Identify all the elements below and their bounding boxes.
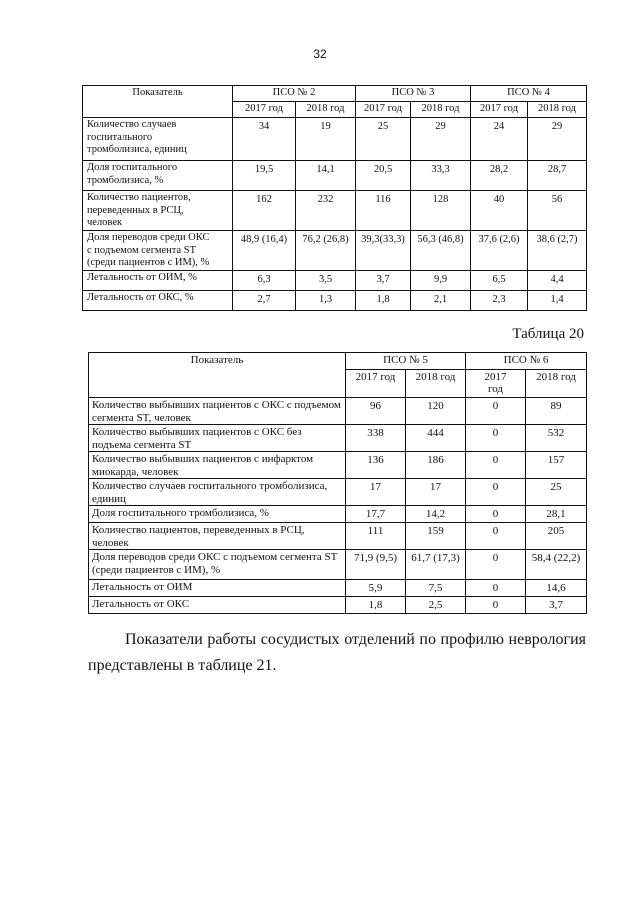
value-cell: 120 bbox=[406, 398, 466, 425]
value-cell: 3,5 bbox=[296, 270, 356, 290]
value-cell: 0 bbox=[466, 398, 526, 425]
value-cell: 58,4 (22,2) bbox=[526, 550, 587, 580]
indicator-cell: Количество случаев госпитального тромболизиса, единиц bbox=[89, 479, 346, 506]
value-cell: 136 bbox=[346, 452, 406, 479]
value-cell: 6,3 bbox=[233, 270, 296, 290]
indicator-cell: Количество выбывших пациентов с инфарктом миокарда, человек bbox=[89, 452, 346, 479]
body-paragraph: Показатели работы сосудистых отделений по профилю неврология представлены в таблице 21. bbox=[88, 631, 586, 674]
value-cell: 0 bbox=[466, 597, 526, 614]
value-cell: 17 bbox=[346, 479, 406, 506]
value-cell: 0 bbox=[466, 479, 526, 506]
indicator-cell: Доля переводов среди ОКС с подъемом сегмента ST (среди пациентов с ИМ), % bbox=[89, 550, 346, 580]
table-row bbox=[83, 161, 587, 191]
group-header: ПСО № 3 bbox=[356, 86, 471, 102]
indicator-cell: Количество случаев госпитального тромболизиса, единиц bbox=[83, 118, 233, 161]
year-header: 2017 год bbox=[471, 102, 528, 118]
table-row bbox=[89, 398, 587, 425]
indicator-cell: Доля госпитального тромболизиса, % bbox=[89, 506, 346, 523]
value-cell: 24 bbox=[471, 118, 528, 161]
value-cell: 186 bbox=[406, 452, 466, 479]
value-cell: 5,9 bbox=[346, 580, 406, 597]
value-cell: 89 bbox=[526, 398, 587, 425]
table-header-row bbox=[83, 86, 587, 102]
value-cell: 9,9 bbox=[411, 270, 471, 290]
year-header: 2018 год bbox=[528, 102, 587, 118]
value-cell: 14,6 bbox=[526, 580, 587, 597]
year-header: 2017 год bbox=[233, 102, 296, 118]
value-cell: 0 bbox=[466, 506, 526, 523]
table-row bbox=[83, 290, 587, 310]
table-body bbox=[89, 398, 587, 614]
indicator-cell: Количество выбывших пациентов с ОКС без подъема сегмента ST bbox=[89, 425, 346, 452]
value-cell: 20,5 bbox=[356, 161, 411, 191]
value-cell: 159 bbox=[406, 523, 466, 550]
table-caption: Таблица 20 bbox=[512, 326, 584, 342]
value-cell: 4,4 bbox=[528, 270, 587, 290]
value-cell: 1,8 bbox=[346, 597, 406, 614]
value-cell: 48,9 (16,4) bbox=[233, 231, 296, 271]
value-cell: 0 bbox=[466, 580, 526, 597]
value-cell: 76,2 (26,8) bbox=[296, 231, 356, 271]
value-cell: 17,7 bbox=[346, 506, 406, 523]
value-cell: 71,9 (9,5) bbox=[346, 550, 406, 580]
indicator-cell: Летальность от ОКС bbox=[89, 597, 346, 614]
year-header: 2017 год bbox=[346, 370, 406, 398]
value-cell: 0 bbox=[466, 452, 526, 479]
year-header: 2018 год bbox=[411, 102, 471, 118]
value-cell: 61,7 (17,3) bbox=[406, 550, 466, 580]
value-cell: 3,7 bbox=[356, 270, 411, 290]
page-number: 32 bbox=[313, 47, 327, 61]
value-cell: 0 bbox=[466, 425, 526, 452]
value-cell: 3,7 bbox=[526, 597, 587, 614]
value-cell: 1,8 bbox=[356, 290, 411, 310]
year-header: 2018 год bbox=[526, 370, 587, 398]
indicator-cell: Количество выбывших пациентов с ОКС с подъемом сегмента ST, человек bbox=[89, 398, 346, 425]
value-cell: 116 bbox=[356, 191, 411, 231]
indicator-header: Показатель bbox=[89, 353, 346, 398]
table-row bbox=[89, 452, 587, 479]
value-cell: 14,1 bbox=[296, 161, 356, 191]
group-header: ПСО № 6 bbox=[466, 353, 587, 370]
indicator-cell: Летальность от ОКС, % bbox=[83, 290, 233, 310]
value-cell: 28,2 bbox=[471, 161, 528, 191]
indicator-cell: Летальность от ОИМ, % bbox=[83, 270, 233, 290]
value-cell: 25 bbox=[526, 479, 587, 506]
value-cell: 0 bbox=[466, 550, 526, 580]
value-cell: 1,3 bbox=[296, 290, 356, 310]
value-cell: 96 bbox=[346, 398, 406, 425]
year-header: 2017 год bbox=[356, 102, 411, 118]
table-row bbox=[89, 506, 587, 523]
year-header: 2018 год bbox=[406, 370, 466, 398]
value-cell: 19 bbox=[296, 118, 356, 161]
indicator-cell: Летальность от ОИМ bbox=[89, 580, 346, 597]
value-cell: 6,5 bbox=[471, 270, 528, 290]
value-cell: 7,5 bbox=[406, 580, 466, 597]
value-cell: 128 bbox=[411, 191, 471, 231]
value-cell: 17 bbox=[406, 479, 466, 506]
table-row bbox=[89, 523, 587, 550]
table-pso-2-4 bbox=[82, 85, 587, 311]
value-cell: 205 bbox=[526, 523, 587, 550]
value-cell: 25 bbox=[356, 118, 411, 161]
value-cell: 28,7 bbox=[528, 161, 587, 191]
value-cell: 19,5 bbox=[233, 161, 296, 191]
indicator-cell: Доля переводов среди ОКС с подъемом сегмента ST (среди пациентов с ИМ), % bbox=[83, 231, 233, 271]
value-cell: 29 bbox=[411, 118, 471, 161]
value-cell: 532 bbox=[526, 425, 587, 452]
table-row bbox=[83, 270, 587, 290]
value-cell: 111 bbox=[346, 523, 406, 550]
table-row bbox=[89, 550, 587, 580]
group-header: ПСО № 5 bbox=[346, 353, 466, 370]
table-row bbox=[89, 479, 587, 506]
table-row bbox=[83, 231, 587, 271]
value-cell: 33,3 bbox=[411, 161, 471, 191]
table-header-row bbox=[89, 353, 587, 370]
value-cell: 0 bbox=[466, 523, 526, 550]
value-cell: 34 bbox=[233, 118, 296, 161]
value-cell: 37,6 (2,6) bbox=[471, 231, 528, 271]
value-cell: 1,4 bbox=[528, 290, 587, 310]
value-cell: 40 bbox=[471, 191, 528, 231]
table-row bbox=[89, 597, 587, 614]
value-cell: 2,5 bbox=[406, 597, 466, 614]
year-header-text: 2017 год bbox=[484, 371, 507, 395]
group-header: ПСО № 4 bbox=[471, 86, 587, 102]
value-cell: 157 bbox=[526, 452, 587, 479]
value-cell: 39,3(33,3) bbox=[356, 231, 411, 271]
table-row bbox=[83, 191, 587, 231]
value-cell: 56,3 (46,8) bbox=[411, 231, 471, 271]
table-row bbox=[83, 118, 587, 161]
table-row bbox=[89, 580, 587, 597]
value-cell: 232 bbox=[296, 191, 356, 231]
value-cell: 2,1 bbox=[411, 290, 471, 310]
value-cell: 444 bbox=[406, 425, 466, 452]
indicator-cell: Доля госпитального тромболизиса, % bbox=[83, 161, 233, 191]
value-cell: 29 bbox=[528, 118, 587, 161]
value-cell: 14,2 bbox=[406, 506, 466, 523]
value-cell: 338 bbox=[346, 425, 406, 452]
value-cell: 56 bbox=[528, 191, 587, 231]
indicator-cell: Количество пациентов, переведенных в РСЦ, человек bbox=[89, 523, 346, 550]
value-cell: 2,3 bbox=[471, 290, 528, 310]
year-header: 2018 год bbox=[296, 102, 356, 118]
group-header: ПСО № 2 bbox=[233, 86, 356, 102]
indicator-header: Показатель bbox=[83, 86, 233, 118]
table-pso-5-6 bbox=[88, 352, 587, 614]
year-header bbox=[466, 370, 526, 398]
value-cell: 38,6 (2,7) bbox=[528, 231, 587, 271]
table-row bbox=[89, 425, 587, 452]
value-cell: 162 bbox=[233, 191, 296, 231]
table-body bbox=[83, 118, 587, 311]
indicator-cell: Количество пациентов, переведенных в РСЦ, человек bbox=[83, 191, 233, 231]
value-cell: 28,1 bbox=[526, 506, 587, 523]
value-cell: 2,7 bbox=[233, 290, 296, 310]
